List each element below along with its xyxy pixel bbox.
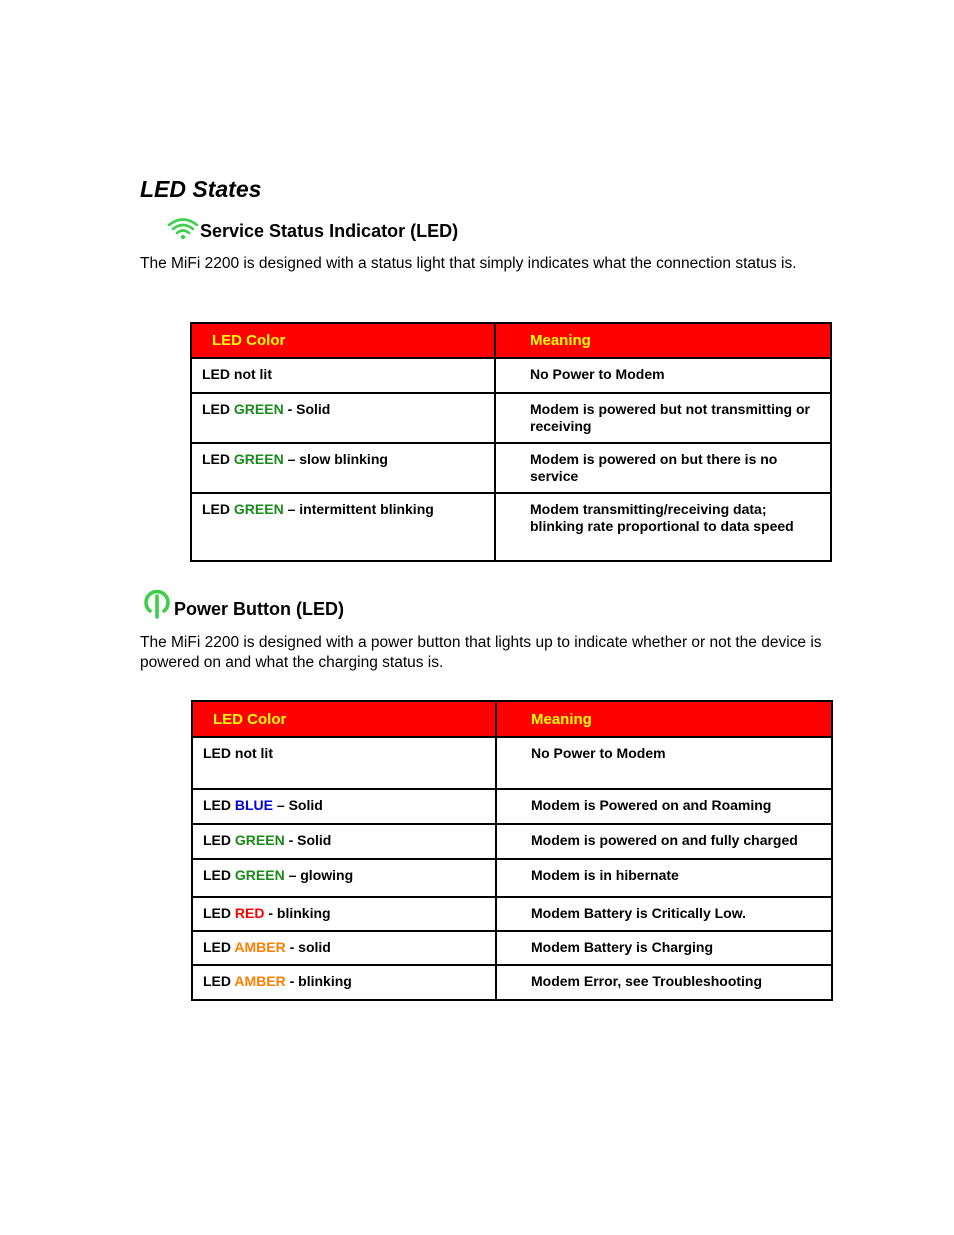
meaning-header: Meaning bbox=[495, 323, 831, 358]
led-color-header: LED Color bbox=[192, 701, 496, 737]
meaning-cell: Modem is in hibernate bbox=[496, 859, 832, 897]
wifi-signal-icon bbox=[166, 216, 200, 242]
meaning-header: Meaning bbox=[496, 701, 832, 737]
service-section-title: Service Status Indicator (LED) bbox=[200, 221, 459, 241]
led-color-cell: LED GREEN – intermittent blinking bbox=[191, 493, 495, 561]
power-section-heading bbox=[141, 586, 344, 620]
table-header-row bbox=[191, 323, 831, 358]
led-color-cell: LED GREEN – slow blinking bbox=[191, 443, 495, 493]
led-color-cell: LED not lit bbox=[191, 358, 495, 393]
led-color-cell: LED GREEN - Solid bbox=[192, 824, 496, 859]
table-row bbox=[192, 965, 832, 1000]
power-section-intro: The MiFi 2200 is designed with a power button that lights up to indicate whether or not the device is powered on and what the charging status is. bbox=[140, 634, 822, 671]
table-row bbox=[192, 859, 832, 897]
table-row bbox=[192, 824, 832, 859]
led-color-cell: LED not lit bbox=[192, 737, 496, 789]
power-section-title: Power Button (LED) bbox=[174, 599, 344, 619]
table-row bbox=[191, 393, 831, 443]
meaning-cell: Modem transmitting/receiving data; blinking rate proportional to data speed bbox=[495, 493, 831, 561]
meaning-cell: Modem Battery is Charging bbox=[496, 931, 832, 965]
table-row bbox=[191, 443, 831, 493]
meaning-cell: Modem is powered but not transmitting or receiving bbox=[495, 393, 831, 443]
service-section-intro: The MiFi 2200 is designed with a status light that simply indicates what the connection status is. bbox=[140, 255, 797, 272]
table-row bbox=[192, 931, 832, 965]
page-title: LED States bbox=[140, 176, 262, 202]
led-color-cell: LED GREEN – glowing bbox=[192, 859, 496, 897]
service-led-table bbox=[190, 322, 832, 562]
led-color-cell: LED RED - blinking bbox=[192, 897, 496, 931]
led-color-cell: LED GREEN - Solid bbox=[191, 393, 495, 443]
power-led-table bbox=[191, 700, 833, 1001]
meaning-cell: Modem Error, see Troubleshooting bbox=[496, 965, 832, 1000]
table-row bbox=[192, 789, 832, 824]
table-row bbox=[191, 493, 831, 561]
meaning-cell: Modem is Powered on and Roaming bbox=[496, 789, 832, 824]
meaning-cell: Modem is powered on and fully charged bbox=[496, 824, 832, 859]
meaning-cell: Modem is powered on but there is no service bbox=[495, 443, 831, 493]
led-color-cell: LED BLUE – Solid bbox=[192, 789, 496, 824]
service-section-heading bbox=[166, 216, 458, 242]
led-color-cell: LED AMBER - blinking bbox=[192, 965, 496, 1000]
meaning-cell: Modem Battery is Critically Low. bbox=[496, 897, 832, 931]
led-color-cell: LED AMBER - solid bbox=[192, 931, 496, 965]
meaning-cell: No Power to Modem bbox=[496, 737, 832, 789]
table-row bbox=[192, 897, 832, 931]
table-header-row bbox=[192, 701, 832, 737]
table-row bbox=[192, 737, 832, 789]
led-color-header: LED Color bbox=[191, 323, 495, 358]
table-row bbox=[191, 358, 831, 393]
power-button-icon bbox=[141, 586, 173, 620]
meaning-cell: No Power to Modem bbox=[495, 358, 831, 393]
